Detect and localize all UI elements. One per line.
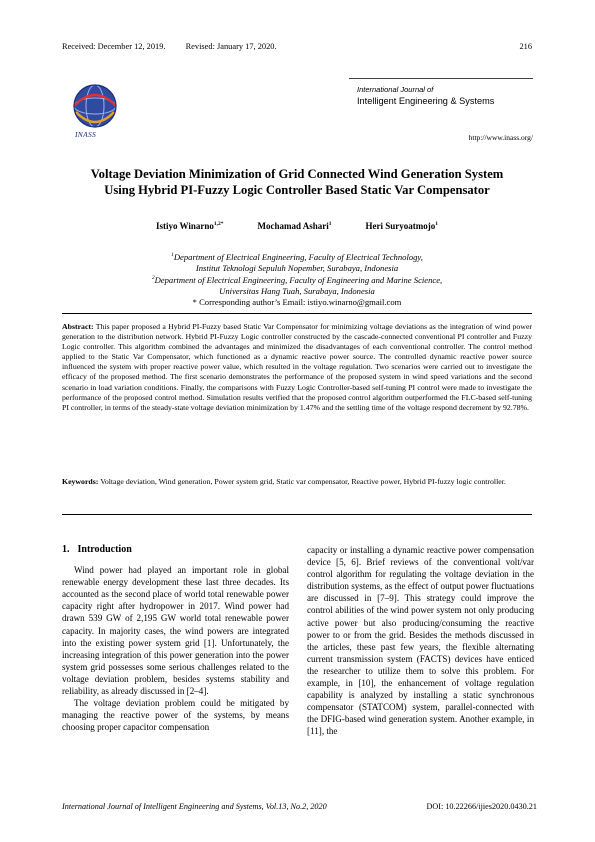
abstract-top-rule — [62, 313, 532, 314]
footer-doi: DOI: 10.22266/ijies2020.0430.21 — [426, 802, 537, 811]
abstract-bottom-rule — [62, 514, 532, 515]
page-number: 216 — [519, 42, 532, 51]
paragraph: Wind power had played an important role in global renewable energy development these last three decades. Its accounted as the second place of world total renewable power capacity right after hydropower in 2017. Wind power had drawn 539 GW of 2,195 GW world total renewable power capacity. In majority cases, the wind powers are integrated into the existing power system grid [1]. Unfortunately, the increasing integration of this power generation into the power system grid possesses some serious challenges related to the voltage deviation problem, besides systems stability and reliability, as already discussed in [2–4]. — [62, 565, 289, 697]
affiliation-1-line2: Institut Teknologi Sepuluh Nopember, Surabaya, Indonesia — [195, 262, 399, 273]
section-number: 1. — [62, 544, 70, 555]
keywords-text: Voltage deviation, Wind generation, Power system grid, Static var compensator, Reactive power, Hybrid PI-fuzzy logic controller. — [100, 477, 506, 486]
paragraph: capacity or installing a dynamic reactive power compensation device [5, 6]. Brief reviews of the conventional volt/var control algorithm for regulating the voltage deviation in the distribution systems, as the effect of output power fluctuations are discussed in [7–9]. This strategy could improve the control abilities of the wind power system not only producing active power but also producing/consuming the reactive power to or from the grid. Besides the methods discussed in the articles, these past few years, the flexible alternating current transmission system (FACTS) devices have enticed the researcher to utilize them to solve this problem. For example, in [10], the enhancement of voltage regulation capability is analyzed by installing a static synchronous compensator (STATCOM) system, parallel-connected with the DFIG-based wind generation system. Another example, in [11], the — [307, 545, 534, 737]
title-line2: Using Hybrid PI-Fuzzy Logic Controller Based Static Var Compensator — [104, 183, 490, 197]
section-title: Introduction — [77, 544, 132, 555]
abstract-label: Abstract: — [62, 322, 94, 331]
page-footer — [62, 802, 537, 811]
masthead-rule — [349, 78, 533, 79]
author — [156, 221, 224, 231]
left-column — [62, 544, 289, 733]
affiliations — [62, 250, 532, 308]
journal-masthead — [349, 78, 533, 106]
abstract-text: This paper proposed a Hybrid PI-Fuzzy based Static Var Compensator for minimizing voltage deviations as the integration of wind power generation to the distribution network. Hybrid PI-Fuzzy Logic controller constructed by the cascade-connected conventional PI controller and Fuzzy Logic controller. This algorithm combined the advantages and minimized the disadvantages of each conventional controller. The control method applied to the Static Var Compensator, which functioned as a dynamic reactive power source. The controlled dynamic reactive power source influenced the system with proper reactive power value, which resulted in the voltage regulation. Two scenarios were carried out to investigate the efficacy of the proposed method. The first scenario demonstrates the performance of the proposed system in wind speed variations and the second scenario in load variation conditions. Finally, the comparisons with Fuzzy Logic Controller-based self-tuning PI control were made to investigate the performance of the proposed control method. Simulation results verified that the proposed control algorithm outperformed the FLC-based self-tuning PI controller, in terms of the steady-state voltage deviation minimization by 1.47% and the settling time of the voltage respond decrement by 92.78%. — [62, 322, 532, 412]
affil-mark: 1 — [171, 252, 174, 258]
footer-journal: International Journal of Intelligent Engineering and Systems, Vol.13, No.2, 2020 — [62, 802, 327, 811]
author-name: Mochamad Ashari — [257, 221, 329, 231]
paper-title — [62, 166, 532, 198]
corresponding-author: * Corresponding author’s Email: istiyo.winarno@gmail.com — [192, 296, 402, 307]
paragraph: The voltage deviation problem could be mitigated by managing the reactive power of the systems, by means choosing proper capacitor compensation — [62, 698, 289, 733]
author-affil-mark: 1 — [328, 221, 332, 227]
author-list — [62, 221, 532, 231]
journal-name-line2: Intelligent Engineering & Systems — [357, 96, 495, 106]
author-affil-mark: 1 — [435, 221, 439, 227]
author-affil-mark: 1,2* — [213, 221, 224, 227]
affiliation-2 — [62, 273, 532, 286]
affil-mark: 2 — [151, 275, 155, 282]
title-line1: Voltage Deviation Minimization of Grid Connected Wind Generation System — [90, 167, 504, 181]
journal-url[interactable]: http://www.inass.org/ — [468, 133, 533, 142]
section-heading — [62, 544, 289, 556]
abstract — [62, 322, 532, 413]
author — [366, 221, 439, 231]
affil-text: Department of Electrical Engineering, Faculty of Electrical Technology, — [173, 251, 423, 262]
affil-text: Department of Electrical Engineering, Faculty of Engineering and Marine Science, — [154, 275, 443, 286]
author — [258, 221, 332, 231]
affiliation-1 — [62, 250, 532, 263]
received-date: Received: December 12, 2019. — [62, 42, 166, 51]
running-header — [62, 42, 532, 51]
keywords-label: Keywords: — [62, 477, 99, 486]
author-name: Heri Suryoatmojo — [365, 221, 436, 231]
keywords — [62, 477, 532, 487]
journal-name-line1: International Journal of — [357, 85, 434, 94]
dates — [62, 42, 295, 51]
revised-date: Revised: January 17, 2020. — [185, 42, 277, 51]
right-column — [307, 544, 534, 738]
logo-caption: INASS — [75, 130, 97, 139]
author-name: Istiyo Winarno — [155, 221, 214, 231]
affiliation-2-line2: Universitas Hang Tuah, Surabaya, Indonesia — [219, 286, 375, 297]
